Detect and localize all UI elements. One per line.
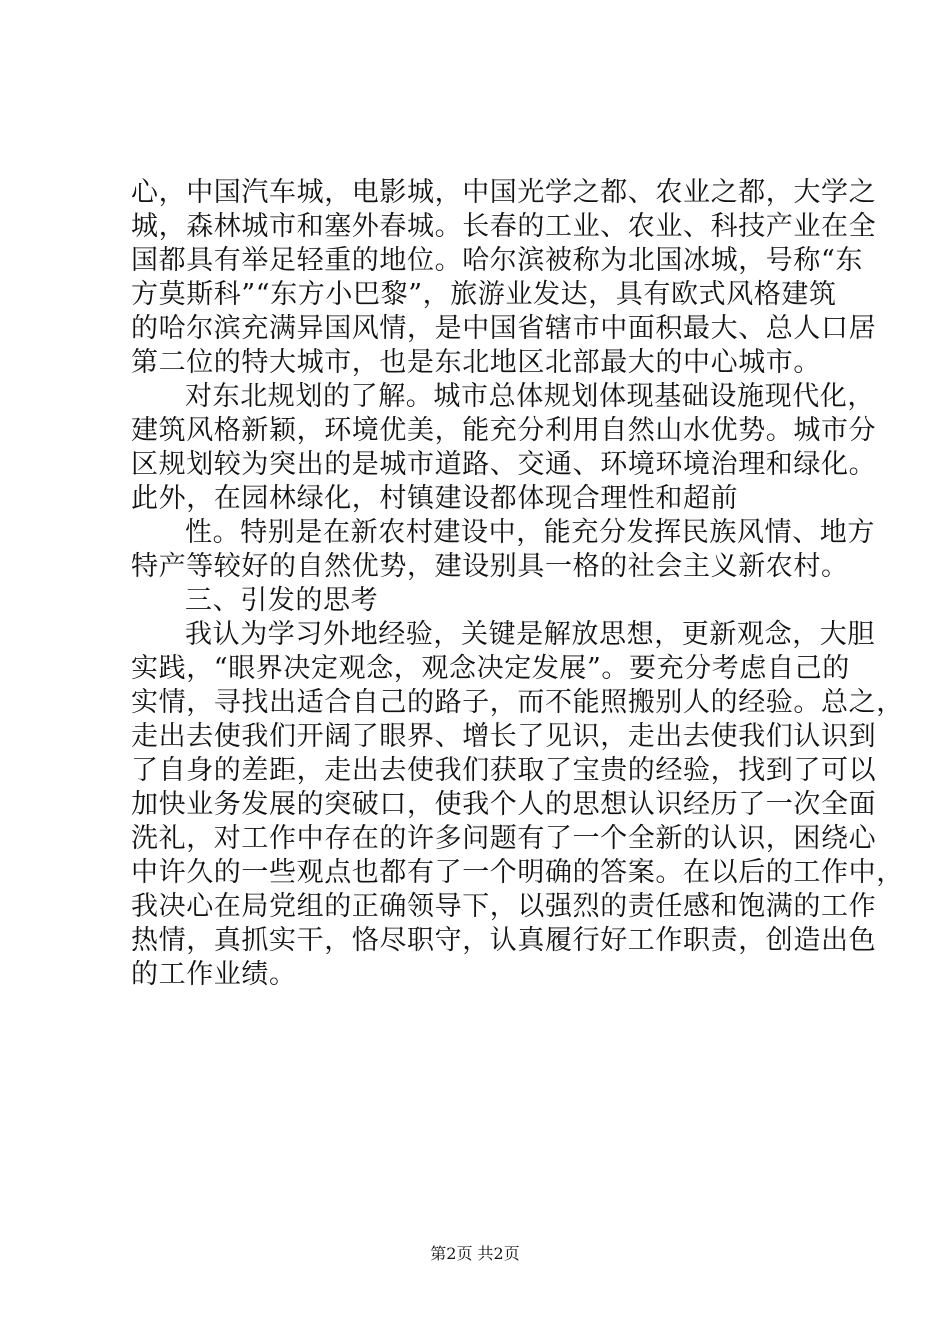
text-line: 加快业务发展的突破口，使我个人的思想认识经历了一次全面 bbox=[131, 789, 877, 820]
text-line: 性。特别是在新农村建设中，能充分发挥民族风情、地方 bbox=[185, 517, 875, 548]
text-line: 热情，真抓实干，恪尽职守，认真履行好工作职责，创造出色 bbox=[131, 925, 877, 956]
text-line: 的哈尔滨充满异国风情，是中国省辖市中面积最大、总人口居 bbox=[131, 313, 877, 344]
text-line: 我认为学习外地经验，关键是解放思想，更新观念，大胆 bbox=[185, 619, 875, 650]
text-line: 建筑风格新颖，环境优美，能充分利用自然山水优势。城市分 bbox=[131, 415, 877, 446]
text-line: 第二位的特大城市，也是东北地区北部最大的中心城市。 bbox=[131, 347, 821, 378]
text-line: 特产等较好的自然优势，建设别具一格的社会主义新农村。 bbox=[131, 551, 849, 582]
document-body bbox=[131, 176, 904, 992]
text-line: 此外，在园林绿化，村镇建设都体现合理性和超前 bbox=[131, 483, 739, 514]
section-heading: 三、引发的思考 bbox=[185, 585, 379, 616]
text-line: 走出去使我们开阔了眼界、增长了见识，走出去使我们认识到 bbox=[131, 721, 877, 752]
page-number-footer: 第2页 共2页 bbox=[430, 1244, 520, 1263]
text-line: 国都具有举足轻重的地位。哈尔滨被称为北国冰城，号称“东 bbox=[131, 245, 864, 276]
text-line: 心，中国汽车城，电影城，中国光学之都、农业之都，大学之 bbox=[131, 177, 877, 208]
text-line: 城，森林城市和塞外春城。长春的工业、农业、科技产业在全 bbox=[131, 211, 877, 242]
text-line: 中许久的一些观点也都有了一个明确的答案。在以后的工作中， bbox=[131, 857, 904, 888]
text-line: 区规划较为突出的是城市道路、交通、环境环境治理和绿化。 bbox=[131, 449, 877, 480]
text-line: 洗礼，对工作中存在的许多问题有了一个全新的认识，困绕心 bbox=[131, 823, 877, 854]
text-line: 实情，寻找出适合自己的路子，而不能照搬别人的经验。总之， bbox=[131, 687, 904, 718]
text-line: 方莫斯科”“东方小巴黎”，旅游业发达，具有欧式风格建筑 bbox=[131, 279, 837, 310]
text-line: 实践，“眼界决定观念，观念决定发展”。要充分考虑自己的 bbox=[131, 653, 850, 684]
text-line: 了自身的差距，走出去使我们获取了宝贵的经验，找到了可以 bbox=[131, 755, 877, 786]
text-line: 我决心在局党组的正确领导下，以强烈的责任感和饱满的工作 bbox=[131, 891, 877, 922]
text-line: 的工作业绩。 bbox=[131, 959, 297, 990]
text-line: 对东北规划的了解。城市总体规划体现基础设施现代化， bbox=[185, 381, 875, 412]
